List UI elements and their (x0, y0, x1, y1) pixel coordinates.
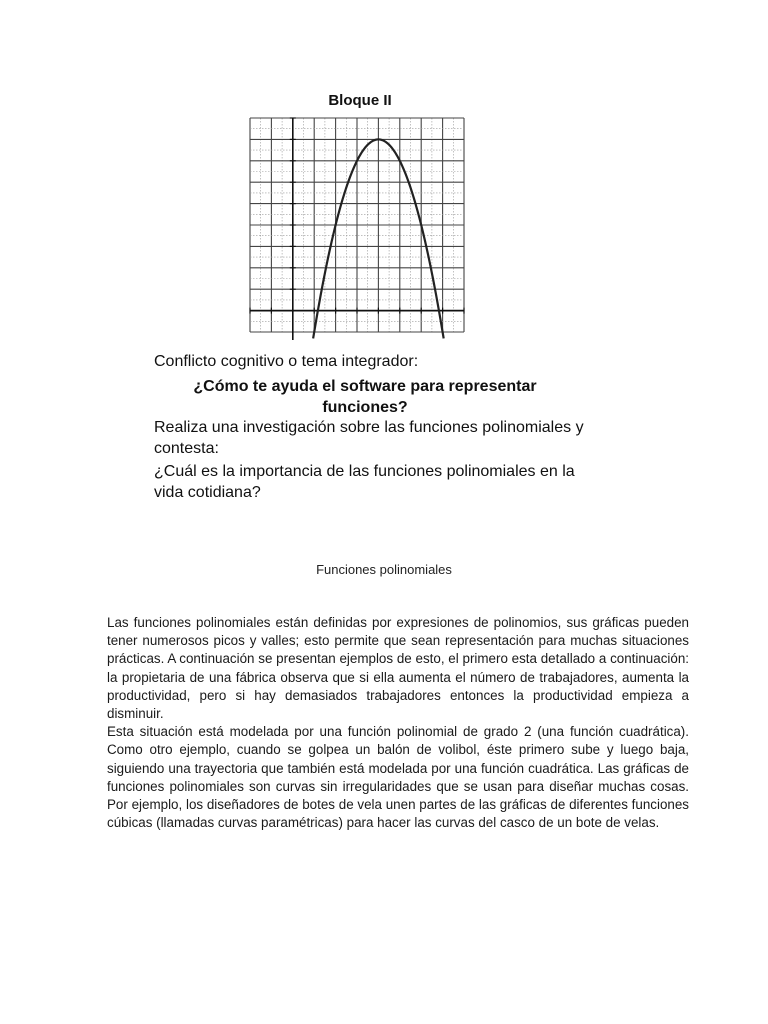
document-title: Funciones polinomiales (316, 562, 452, 577)
scanned-textbook-excerpt (150, 88, 590, 518)
conflicto-label: Conflicto cognitivo o tema integrador: (154, 353, 419, 370)
paragraph-2: Esta situación está modelada por una función polinomial de grado 2 (una función cuadrática). Como otro ejemplo, cuando se golpea un balón de volibol, éste primero sube y luego baja, siguiendo una trayectoria que también está modelada por una función cuadrática. Las gráficas de funciones polinomiales son curvas sin irregularidades que se usan para diseñar muchas cosas. Por ejemplo, los diseñadores de botes de vela unen partes de las gráficas de diferentes funciones cúbicas (llamadas curvas paramétricas) para hacer las curvas del casco de un bote de velas. (107, 724, 689, 831)
software-question: ¿Cómo te ayuda el software para representar funciones? (193, 378, 537, 416)
paragraph-1: Las funciones polinomiales están definidas por expresiones de polinomios, sus gráficas pueden tener numerosos picos y valles; esto permite que sean representación para muchas situaciones prácticas. A continuación se presentan ejemplos de esto, el primero esta detallado a continuación: la propietaria de una fábrica observa que si ella aumenta el número de trabajadores, aumenta la productividad, pero si hay demasiados trabajadores entonces la productividad empieza a disminuir. (107, 615, 689, 722)
bloque-heading: Bloque II (328, 92, 392, 109)
body-text (107, 614, 689, 832)
research-instruction: Realiza una investigación sobre las funciones polinomiales y contesta: (154, 419, 584, 457)
importance-question: ¿Cuál es la importancia de las funciones polinomiales en la vida cotidiana? (154, 463, 575, 501)
parabola-graph (246, 114, 470, 348)
